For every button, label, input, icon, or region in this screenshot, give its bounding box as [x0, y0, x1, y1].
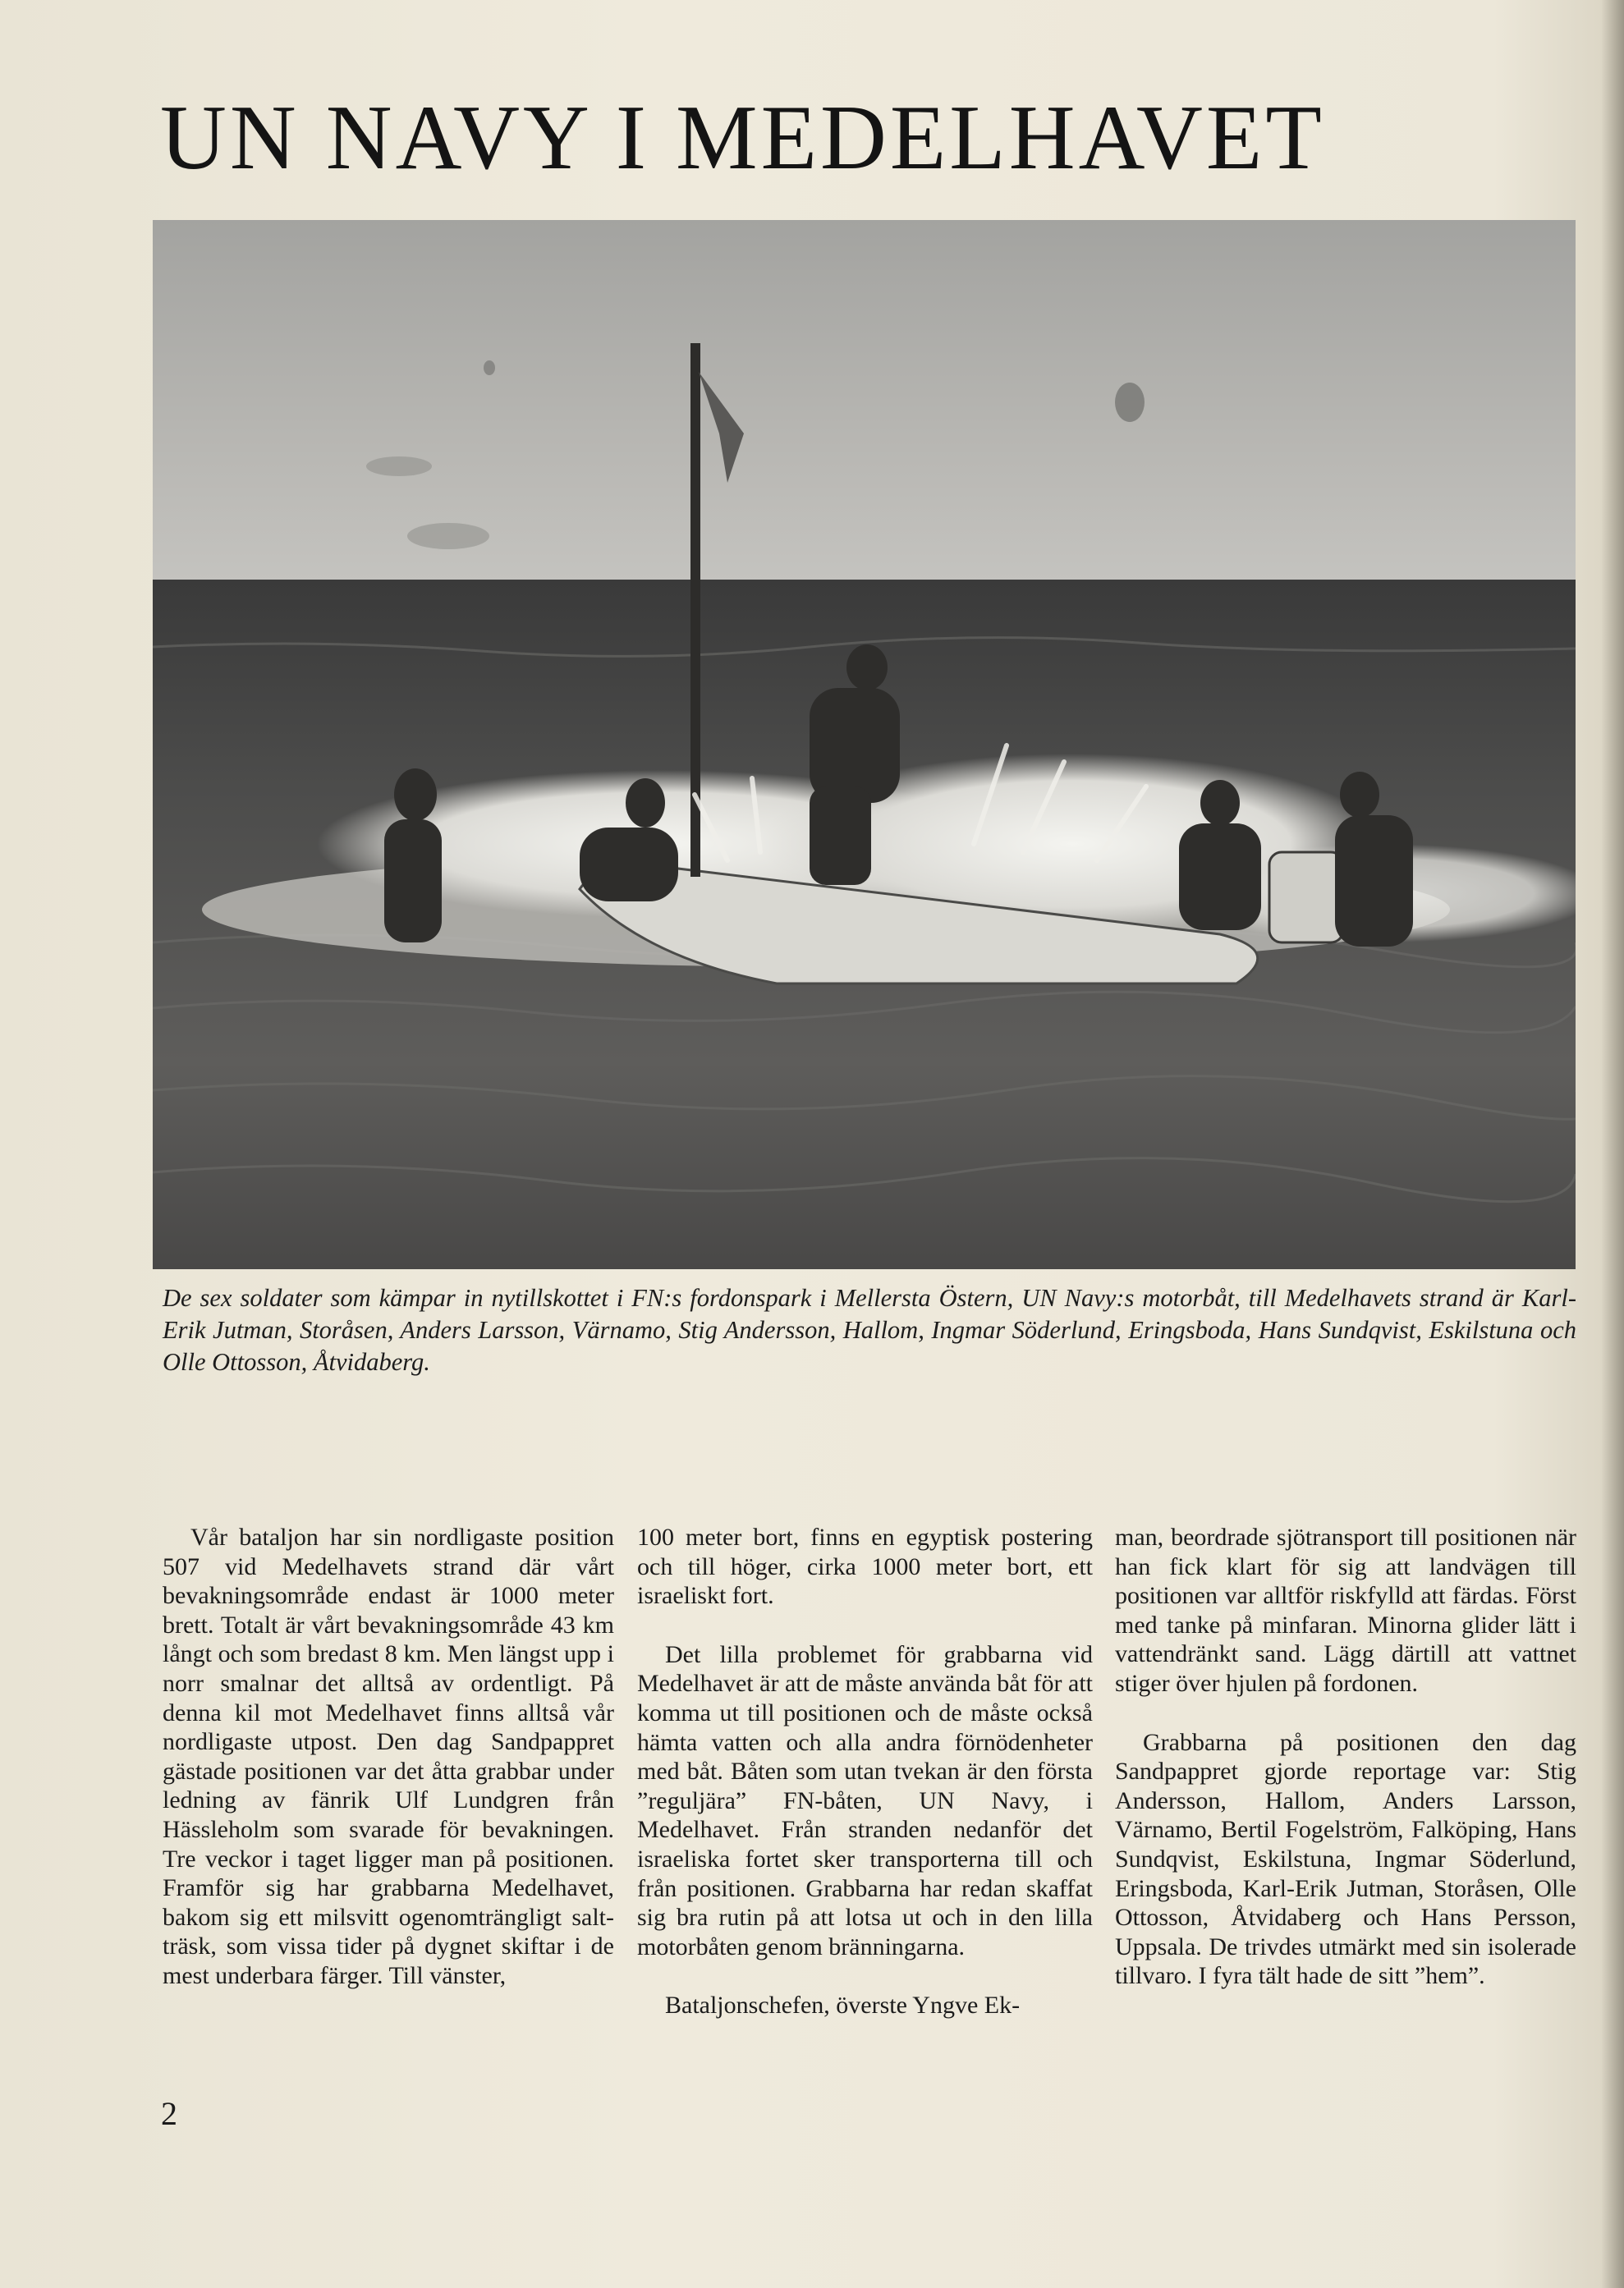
- photo-caption: De sex soldater som kämpar in nytillskottet i FN:s fordonspark i Mellersta Östern, UN Navy:s motorbåt, till Medelhavets strand är Karl-Erik Jutman, Storåsen, Anders Larsson, Värnamo, Stig Andersson, Hallom, Ingmar Söderlund, Eringsboda, Hans Sundqvist, Eskilstuna och Olle Ottosson, Åtvidaberg.: [163, 1284, 1576, 1376]
- paragraph: man, beordrade sjötransport till positionen när han fick klart för sig att landvägen till positionen var alltför riskfylld att färdas. Först med tanke på minfaran. Minorna glider lätt i vattendränkt sand. Lägg därtill att vattnet stiger över hjulen på fordonen.: [1115, 1524, 1576, 1697]
- article-title: UN NAVY I MEDELHAVET: [160, 87, 1325, 189]
- paragraph: Det lilla problemet för grabbarna vid Medelhavet är att de måste använda båt för att komma ut till positionen och de måste också hämta vatten och alla andra förnödenheter med båt. Båten som utan tvekan är den första ”reguljära” FN-båten, UN Navy, i Medelhavet. Från stranden nedanför det israeliska fortet sker transporterna till och från positionen. Grabbarna har redan skaffat sig bra rutin på att lotsa ut och in den lilla motorbåten genom bränningarna.: [637, 1640, 1093, 1960]
- text-column-1: [163, 1523, 614, 1991]
- text-column-3: [1115, 1523, 1576, 1991]
- paragraph: 100 meter bort, finns en egyptisk postering och till höger, cirka 1000 meter bort, ett israeliskt fort.: [637, 1524, 1093, 1610]
- page-edge-shadow: [1601, 0, 1624, 2288]
- page-number: 2: [161, 2095, 177, 2132]
- paragraph: Grabbarna på positionen den dag Sandpappret gjorde reportage var: Stig Andersson, Hallom, Anders Larsson, Värnamo, Bertil Fogelström, Falköping, Hans Sundqvist, Eskilstuna, Ingmar Söderlund, Eringsboda, Karl-Erik Jutman, Storåsen, Olle Ottosson, Åtvidaberg och Hans Persson, Uppsala. De trivdes utmärkt med sin isolerade tillvaro. I fyra tält hade de sitt ”hem”.: [1115, 1728, 1576, 1990]
- text-column-2: [637, 1523, 1093, 2020]
- paragraph: Vår bataljon har sin nordligaste position 507 vid Medelhavets strand där vårt bevakningsområde endast är 1000 meter brett. Totalt är vårt bevakningsområde 43 km långt och som bredast 8 km. Men längst upp i norr smalnar det alltså av ordentligt. På denna kil mot Medelhavet finns alltså vår nordligaste utpost. Den dag Sandpappret gästade positionen var det åtta grabbar under ledning av fänrik Ulf Lundgren från Hässleholm som svarade för bevakningen. Tre veckor i taget ligger man på positionen. Framför sig har grabbarna Medelhavet, bakom sig ett milsvitt ogenomträngligt salt-träsk, som vissa tider på dygnet skiftar i de mest underbara färger. Till vänster,: [163, 1524, 614, 1989]
- boat-photo: [153, 220, 1576, 1269]
- paragraph: Bataljonschefen, överste Yngve Ek-: [665, 1992, 1021, 2020]
- boat-photo-image: [153, 220, 1576, 1269]
